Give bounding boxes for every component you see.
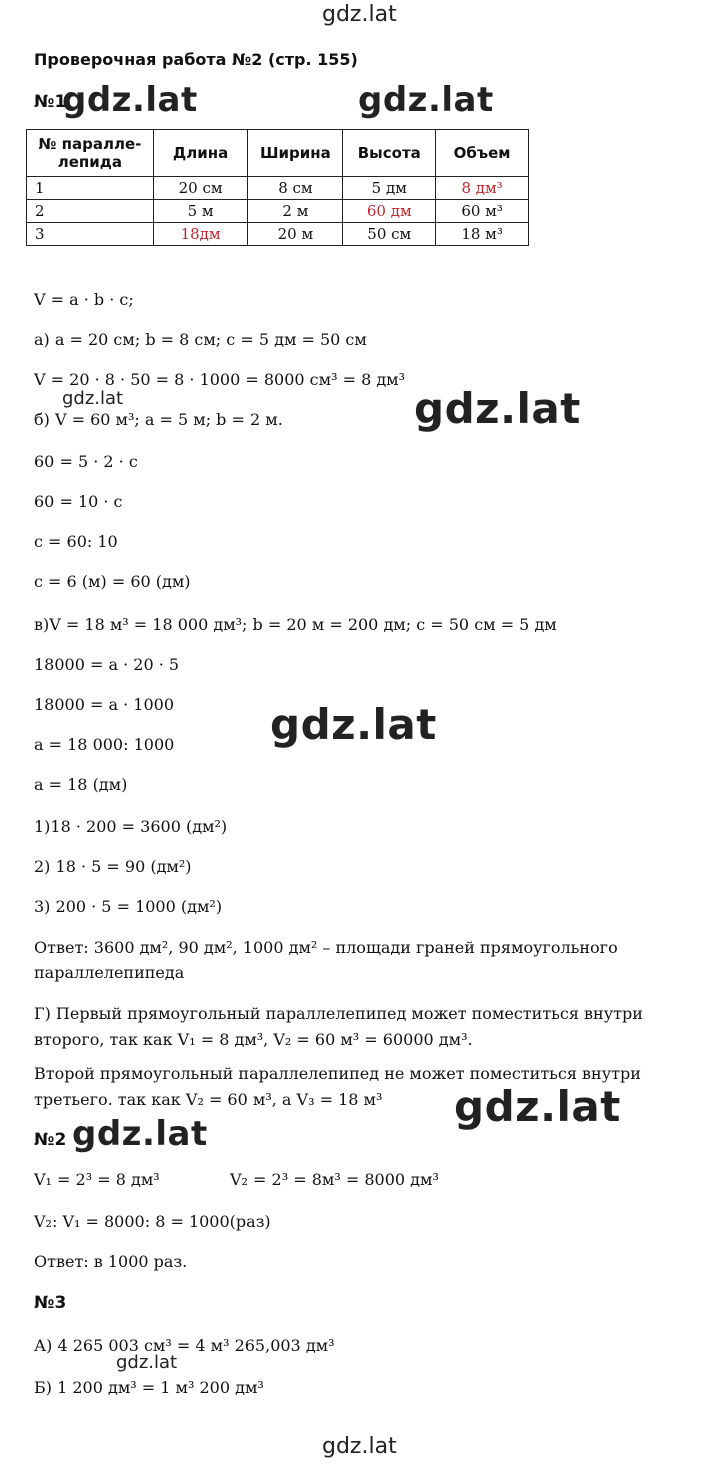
watermark-3: gdz.lat: [62, 388, 124, 409]
watermark-1: gdz.lat: [62, 80, 198, 120]
header-height: Высота: [343, 130, 436, 177]
area-step-3: 3) 200 · 5 = 1000 (дм²): [34, 897, 223, 916]
part-b-step-1: 60 = 5 · 2 · c: [34, 452, 138, 471]
task3-label: №3: [34, 1293, 67, 1313]
task2-answer: Ответ: в 1000 раз.: [34, 1252, 188, 1271]
cell-number: 3: [27, 223, 154, 246]
part-g-line-1: Г) Первый прямоугольный параллелепипед может поместиться внутри: [34, 1004, 643, 1023]
cell-length: 20 см: [153, 177, 248, 200]
table-row: [27, 223, 529, 246]
task2-v1: V₁ = 2³ = 8 дм³: [34, 1170, 160, 1189]
watermark-bottom: gdz.lat: [322, 1434, 397, 1459]
part-g-line-4: третьего. так как V₂ = 60 м³, а V₃ = 18 м³: [34, 1090, 383, 1109]
answer-1-line-1: Ответ: 3600 дм², 90 дм², 1000 дм² – площади граней прямоугольного: [34, 938, 618, 957]
area-step-2: 2) 18 · 5 = 90 (дм²): [34, 857, 192, 876]
header-length: Длина: [153, 130, 248, 177]
header-volume: Объем: [436, 130, 529, 177]
watermark-8: gdz.lat: [116, 1352, 178, 1373]
formula-line: V = a · b · c;: [34, 290, 134, 309]
watermark-top: gdz.lat: [322, 2, 397, 27]
part-g-line-2: второго, так как V₁ = 8 дм³, V₂ = 60 м³ = 60000 дм³.: [34, 1030, 473, 1049]
volume-table: [26, 129, 529, 246]
part-v-step-2: 18000 = a · 1000: [34, 695, 174, 714]
watermark-5: gdz.lat: [270, 700, 437, 749]
task3-a: А) 4 265 003 см³ = 4 м³ 265,003 дм³: [34, 1336, 335, 1355]
watermark-7: gdz.lat: [72, 1114, 208, 1154]
cell-number: 2: [27, 200, 154, 223]
part-v-step-3: a = 18 000: 1000: [34, 735, 175, 754]
task2-ratio: V₂: V₁ = 8000: 8 = 1000(раз): [34, 1212, 271, 1231]
cell-height: 5 дм: [343, 177, 436, 200]
task3-b: Б) 1 200 дм³ = 1 м³ 200 дм³: [34, 1378, 264, 1397]
part-b-step-4: c = 6 (м) = 60 (дм): [34, 572, 191, 591]
table-row: [27, 177, 529, 200]
cell-volume: 18 м³: [436, 223, 529, 246]
part-b-given: б) V = 60 м³; a = 5 м; b = 2 м.: [34, 410, 283, 429]
page-title: Проверочная работа №2 (стр. 155): [34, 50, 358, 69]
watermark-2: gdz.lat: [358, 80, 494, 120]
part-b-step-3: c = 60: 10: [34, 532, 118, 551]
cell-volume: 8 дм³: [436, 177, 529, 200]
task1-label: №1: [34, 92, 67, 112]
cell-length: 5 м: [153, 200, 248, 223]
header-width: Ширина: [248, 130, 343, 177]
cell-volume: 60 м³: [436, 200, 529, 223]
header-number: № паралле- лепида: [27, 130, 154, 177]
cell-number: 1: [27, 177, 154, 200]
task2-label: №2: [34, 1130, 67, 1150]
table-row: [27, 200, 529, 223]
cell-height: 60 дм: [343, 200, 436, 223]
cell-length: 18дм: [153, 223, 248, 246]
watermark-4: gdz.lat: [414, 384, 581, 433]
area-step-1: 1)18 · 200 = 3600 (дм²): [34, 817, 228, 836]
cell-height: 50 см: [343, 223, 436, 246]
watermark-6: gdz.lat: [454, 1082, 621, 1131]
part-a-given: а) a = 20 см; b = 8 см; c = 5 дм = 50 см: [34, 330, 367, 349]
part-a-calc: V = 20 · 8 · 50 = 8 · 1000 = 8000 см³ = 8 дм³: [34, 370, 406, 389]
part-v-step-1: 18000 = a · 20 · 5: [34, 655, 180, 674]
part-b-step-2: 60 = 10 · c: [34, 492, 123, 511]
part-v-given: в)V = 18 м³ = 18 000 дм³; b = 20 м = 200 дм; c = 50 см = 5 дм: [34, 615, 557, 634]
answer-1-line-2: параллелепипеда: [34, 963, 185, 982]
table-header-row: [27, 130, 529, 177]
cell-width: 8 см: [248, 177, 343, 200]
cell-width: 20 м: [248, 223, 343, 246]
cell-width: 2 м: [248, 200, 343, 223]
task2-v2: V₂ = 2³ = 8м³ = 8000 дм³: [230, 1170, 439, 1189]
part-v-step-4: a = 18 (дм): [34, 775, 128, 794]
part-g-line-3: Второй прямоугольный параллелепипед не может поместиться внутри: [34, 1064, 641, 1083]
